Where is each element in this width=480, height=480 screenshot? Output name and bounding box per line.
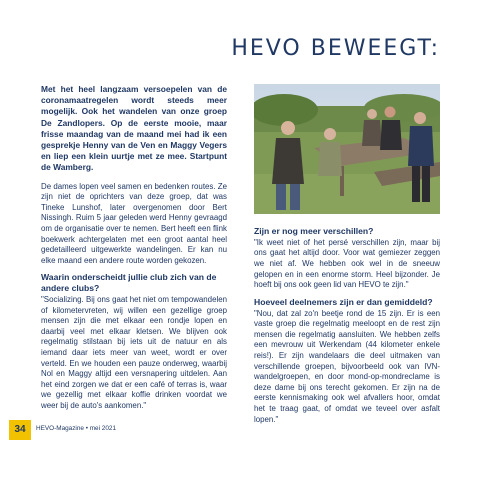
question-3: Hoeveel deelnemers zijn er dan gemiddeld? — [254, 296, 433, 307]
body-paragraph-1: De dames lopen veel samen en bedenken routes. Ze zijn niet de oprichters van deze groep, dat was Tineke Lunshof, later overgenomen door Bert Nissingh. Ruim 5 jaar geleden werd Henny gevraagd om de organisatie over te nemen. Bert heeft een flink boekwerk achtergelaten met een groot aantal heel gedetailleerd uitgewerkte wandelingen. Er kan nu elke maand een andere route worden gekozen. — [41, 181, 227, 265]
answer-2: "Ik weet niet of het persé verschillen zijn, maar bij ons gaat het altijd door. Voor wat gemiezer zeggen we niet af. We hebben ook wel in de sneeuw gelopen en in een enorme storm. Heel bijzonder. Je hoeft bij ons ook geen lid van HEVO te zijn." — [254, 237, 440, 290]
question-2: Zijn er nog meer verschillen? — [254, 226, 374, 236]
answer-1: "Socializing. Bij ons gaat het niet om tempowandelen of kilometervreten, wij willen een gezellige groep mensen zijn die met elkaar een rondje lopen en daarbij veel met elkaar kletsen. We blijven ook regelmatig stilstaan bij iets uit de natuur en als iemand daar iets meer van weet, wordt er over verteld. En we houden een pauze onderweg, waarbij Nol en Maggy altijd een versnapering uitdelen. Aan het eind zorgen we dat er een café of terras is, waar we gezellig met elkaar koffie drinken voordat we weer bij de auto's aankomen." — [41, 294, 227, 410]
question-1: Waarin onderscheidt jullie club zich van de andere clubs? — [41, 272, 217, 294]
page-number: 34 — [9, 420, 31, 440]
magazine-title: HEVO-Magazine • mei 2021 — [36, 425, 117, 432]
page-headline: HEVO BEWEEGT: — [231, 36, 440, 61]
answer-3: "Nou, dat zal zo'n beetje rond de 15 zijn. Er is een vaste groep die regelmatig meeloopt en de rest zijn mensen die regelmatig aansluiten. We hebben zelfs een mevrouw uit Werkendam (44 kilometer enkele reis!). Er zijn wandelaars die deel uitmaken van verschillende groepen, bijvoorbeeld ook van IVN- wandelgroepen, en door mond-op-mondreclame is deze dame bij ons terecht gekomen. Er zijn na de eerste kennismaking ook wel afvallers hoor, omdat het te traag gaat, of omdat we teveel over asfalt lopen." — [254, 308, 440, 424]
left-column — [41, 84, 227, 418]
intro-paragraph: Met het heel langzaam versoepelen van de coronamaatregelen wordt steeds meer mogelijk. Ook het wandelen van onze groep De Zandlopers. Op de eerste mooie, maar frisse maandag van de maand mei had ik een gesprekje Henny van de Ven en Maggy Vegers en liep een klein uurtje met ze mee. Startpunt de Wamberg. — [41, 84, 227, 173]
walkers-photo — [254, 84, 440, 214]
right-column — [254, 222, 440, 431]
